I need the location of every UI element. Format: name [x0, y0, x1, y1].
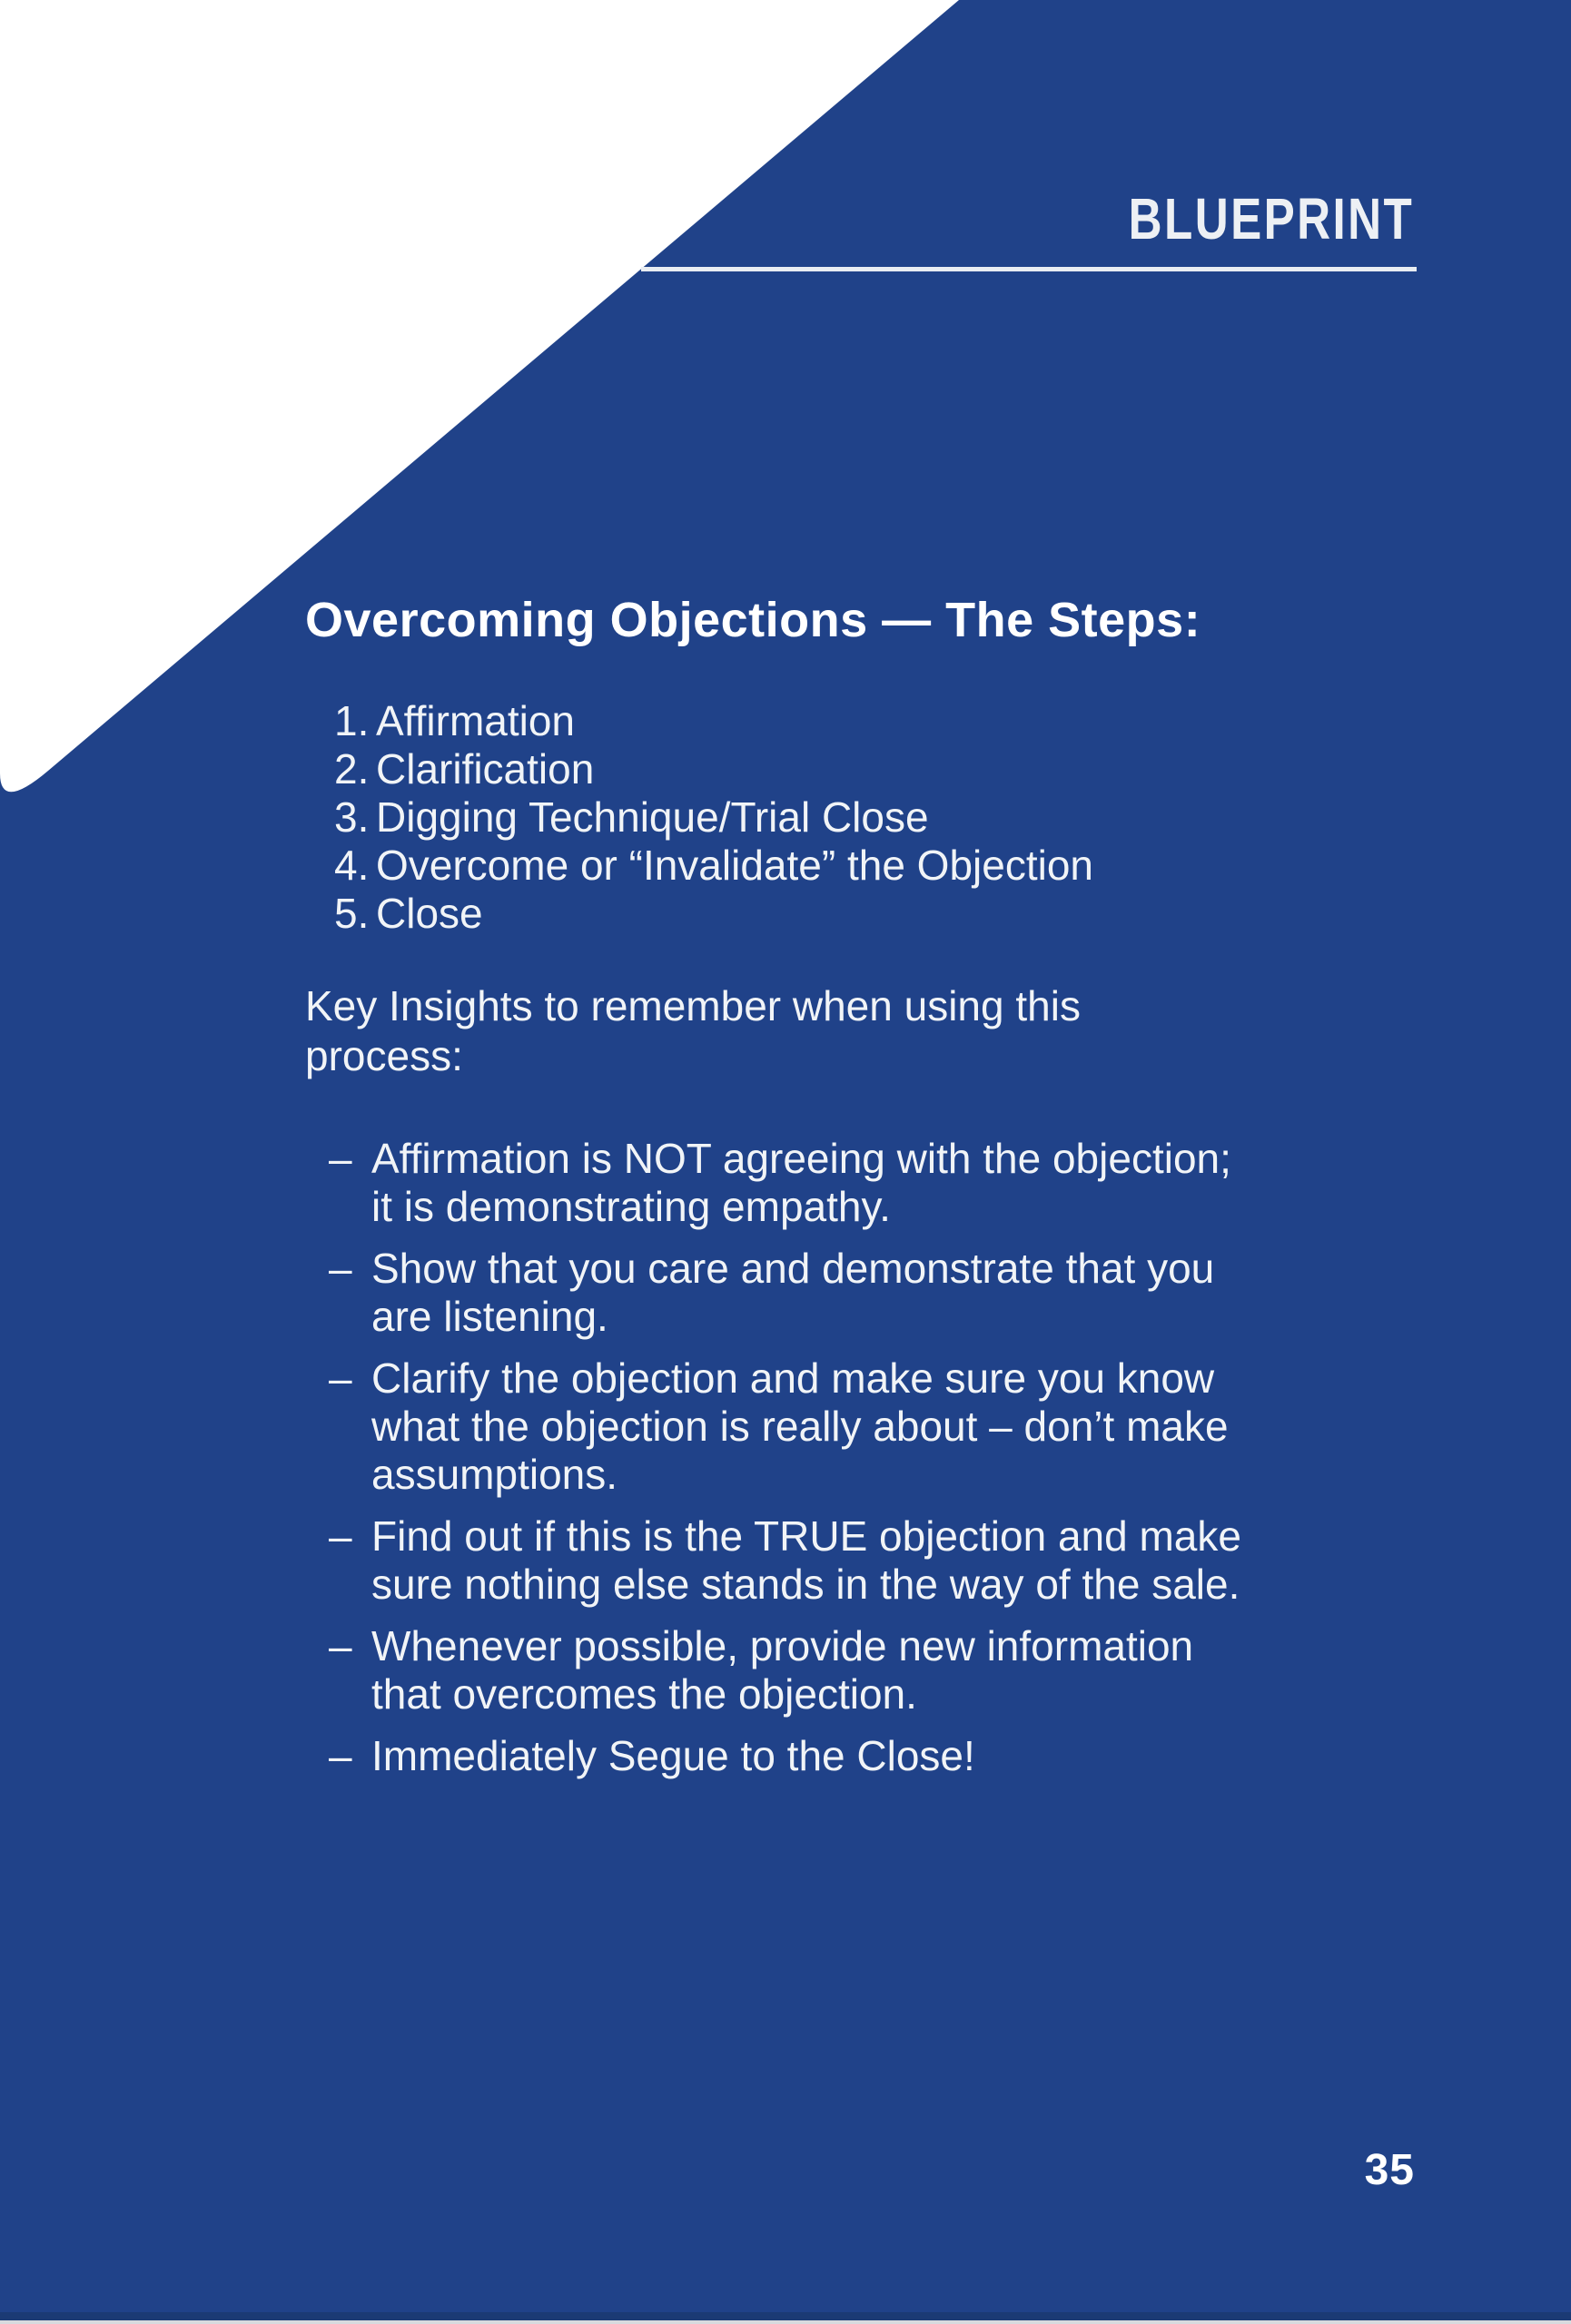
step-label: Close — [376, 890, 483, 937]
en-dash-marker: – — [329, 1245, 352, 1292]
en-dash-marker: – — [329, 1732, 352, 1779]
step-number: 3. — [334, 793, 370, 841]
step-item — [334, 793, 1093, 842]
step-item — [334, 890, 1093, 938]
bullet-line: Show that you care and demonstrate that you — [371, 1245, 1215, 1292]
key-insights-line: process: — [305, 1032, 463, 1079]
bullet-text — [371, 1622, 1193, 1718]
key-insights-heading — [305, 981, 1081, 1081]
bottom-edge-shadow — [0, 2312, 1571, 2320]
bullet-line: Immediately Segue to the Close! — [371, 1732, 975, 1779]
bullet-item — [329, 1354, 1241, 1499]
page-title: Overcoming Objections — The Steps: — [305, 593, 1201, 647]
bullet-line: that overcomes the objection. — [371, 1670, 917, 1718]
step-number: 1. — [334, 697, 370, 744]
step-number: 4. — [334, 842, 370, 889]
bullet-line: Clarify the objection and make sure you know — [371, 1354, 1215, 1402]
bullet-line: it is demonstrating empathy. — [371, 1183, 891, 1230]
bullet-text — [371, 1245, 1214, 1341]
step-item — [334, 745, 1093, 793]
bullet-item — [329, 1732, 1241, 1780]
en-dash-marker: – — [329, 1622, 352, 1669]
bullet-text — [371, 1512, 1241, 1609]
en-dash-marker: – — [329, 1354, 352, 1402]
bullet-item — [329, 1135, 1241, 1231]
bullet-text — [371, 1135, 1231, 1231]
en-dash-marker: – — [329, 1135, 352, 1182]
step-number: 5. — [334, 890, 370, 937]
bullet-item — [329, 1512, 1241, 1609]
blueprint-logo: BLUEPRINT — [1128, 186, 1414, 251]
key-insights-line: Key Insights to remember when using this — [305, 982, 1081, 1029]
bullet-item — [329, 1245, 1241, 1341]
en-dash-marker: – — [329, 1512, 352, 1560]
step-item — [334, 842, 1093, 890]
step-item — [334, 697, 1093, 745]
bullet-line: what the objection is really about – don’t make — [371, 1403, 1229, 1450]
logo-underline — [641, 267, 1417, 271]
bullet-line: Affirmation is NOT agreeing with the objection; — [371, 1135, 1231, 1182]
bullet-line: are listening. — [371, 1293, 608, 1340]
step-label: Overcome or “Invalidate” the Objection — [376, 842, 1094, 889]
bullet-text — [371, 1354, 1229, 1499]
step-label: Affirmation — [376, 697, 576, 744]
steps-list — [334, 697, 1093, 938]
bullet-line: assumptions. — [371, 1451, 618, 1498]
bullet-line: sure nothing else stands in the way of the sale. — [371, 1561, 1240, 1608]
insights-bullet-list — [329, 1135, 1241, 1794]
bottom-edge-highlight — [0, 2320, 1571, 2324]
bullet-item — [329, 1622, 1241, 1718]
step-number: 2. — [334, 745, 370, 793]
bullet-line: Whenever possible, provide new information — [371, 1622, 1194, 1669]
bullet-line: Find out if this is the TRUE objection and make — [371, 1512, 1241, 1560]
bullet-text — [371, 1732, 975, 1780]
step-label: Clarification — [376, 745, 595, 793]
page-number: 35 — [1364, 2146, 1415, 2194]
step-label: Digging Technique/Trial Close — [376, 793, 929, 841]
